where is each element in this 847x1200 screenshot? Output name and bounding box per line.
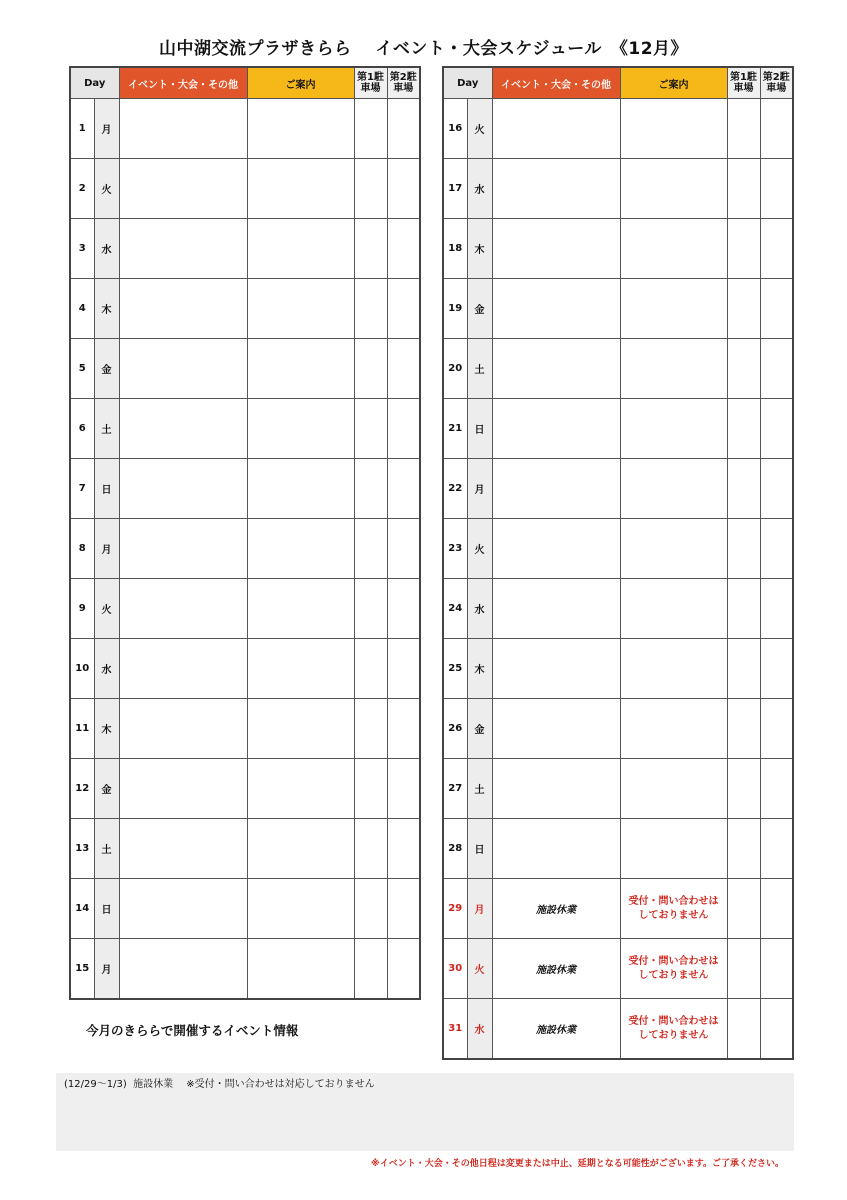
day-number: 16 xyxy=(443,99,467,159)
header-parking-1: 第1駐車場 xyxy=(354,67,387,99)
parking-1-cell xyxy=(727,759,760,819)
table-row xyxy=(443,219,793,279)
table-row xyxy=(443,759,793,819)
parking-1-cell xyxy=(727,579,760,639)
weekday-label: 土 xyxy=(467,339,492,399)
parking-1-cell xyxy=(354,879,387,939)
event-cell xyxy=(492,159,620,219)
day-number: 8 xyxy=(70,519,94,579)
weekday-label: 火 xyxy=(467,99,492,159)
guide-cell xyxy=(620,759,727,819)
day-number: 24 xyxy=(443,579,467,639)
header-event: イベント・大会・その他 xyxy=(492,67,620,99)
table-row xyxy=(443,639,793,699)
guide-cell xyxy=(247,639,354,699)
table-row xyxy=(443,999,793,1060)
guide-note-line: 受付・問い合わせは xyxy=(628,955,719,967)
parking-2-cell xyxy=(760,159,793,219)
parking-2-cell xyxy=(387,579,420,639)
table-row xyxy=(70,339,420,399)
header-parking-2: 第2駐車場 xyxy=(387,67,420,99)
weekday-label: 月 xyxy=(94,519,119,579)
parking-2-cell xyxy=(760,759,793,819)
guide-cell xyxy=(620,339,727,399)
event-cell: 施設休業 xyxy=(492,879,620,939)
guide-cell xyxy=(620,939,727,999)
table-row xyxy=(70,519,420,579)
table-row xyxy=(70,819,420,879)
table-header-row xyxy=(443,67,793,99)
weekday-label: 火 xyxy=(467,939,492,999)
day-number: 9 xyxy=(70,579,94,639)
event-cell xyxy=(492,99,620,159)
weekday-label: 木 xyxy=(467,219,492,279)
parking-2-cell xyxy=(760,579,793,639)
guide-cell xyxy=(247,939,354,1000)
parking-2-cell xyxy=(387,339,420,399)
guide-cell xyxy=(247,819,354,879)
event-cell xyxy=(492,339,620,399)
table-row xyxy=(443,459,793,519)
event-cell xyxy=(119,819,247,879)
table-row xyxy=(443,879,793,939)
weekday-label: 日 xyxy=(94,459,119,519)
event-cell xyxy=(492,459,620,519)
event-info-text: (12/29〜1/3) 施設休業 ※受付・問い合わせは対応しておりません xyxy=(64,1079,375,1090)
weekday-label: 水 xyxy=(467,579,492,639)
parking-1-cell xyxy=(354,639,387,699)
header-guide: ご案内 xyxy=(620,67,727,99)
day-number: 3 xyxy=(70,219,94,279)
guide-cell xyxy=(247,219,354,279)
day-number: 6 xyxy=(70,399,94,459)
event-cell xyxy=(492,759,620,819)
parking-2-cell xyxy=(387,519,420,579)
table-row xyxy=(443,939,793,999)
event-cell xyxy=(492,819,620,879)
event-cell xyxy=(119,219,247,279)
weekday-label: 火 xyxy=(94,579,119,639)
parking-1-cell xyxy=(727,279,760,339)
guide-cell xyxy=(247,399,354,459)
event-cell xyxy=(119,279,247,339)
guide-cell xyxy=(620,699,727,759)
day-number: 26 xyxy=(443,699,467,759)
event-cell xyxy=(492,219,620,279)
guide-cell xyxy=(620,999,727,1060)
weekday-label: 木 xyxy=(94,699,119,759)
guide-cell xyxy=(620,99,727,159)
day-number: 28 xyxy=(443,819,467,879)
guide-cell xyxy=(247,879,354,939)
event-cell xyxy=(492,639,620,699)
event-cell xyxy=(119,159,247,219)
parking-2-cell xyxy=(387,699,420,759)
day-number: 14 xyxy=(70,879,94,939)
table-row xyxy=(70,459,420,519)
weekday-label: 月 xyxy=(467,459,492,519)
day-number: 23 xyxy=(443,519,467,579)
parking-1-cell xyxy=(354,519,387,579)
event-cell xyxy=(492,279,620,339)
day-number: 30 xyxy=(443,939,467,999)
guide-cell xyxy=(620,459,727,519)
parking-1-cell xyxy=(354,939,387,1000)
table-row xyxy=(70,99,420,159)
weekday-label: 木 xyxy=(467,639,492,699)
guide-note-line: しておりません xyxy=(638,1029,709,1041)
parking-2-cell xyxy=(760,699,793,759)
parking-1-cell xyxy=(727,339,760,399)
day-number: 15 xyxy=(70,939,94,1000)
weekday-label: 水 xyxy=(467,159,492,219)
guide-cell xyxy=(620,399,727,459)
event-cell xyxy=(119,639,247,699)
header-parking-1: 第1駐車場 xyxy=(727,67,760,99)
table-row xyxy=(70,279,420,339)
guide-cell xyxy=(620,639,727,699)
parking-2-cell xyxy=(760,219,793,279)
header-day: Day xyxy=(70,67,119,99)
header-parking-2: 第2駐車場 xyxy=(760,67,793,99)
weekday-label: 月 xyxy=(467,879,492,939)
day-number: 21 xyxy=(443,399,467,459)
parking-1-cell xyxy=(727,879,760,939)
table-row xyxy=(70,159,420,219)
day-number: 11 xyxy=(70,699,94,759)
guide-cell xyxy=(620,159,727,219)
weekday-label: 水 xyxy=(467,999,492,1060)
parking-1-cell xyxy=(354,279,387,339)
table-row xyxy=(70,219,420,279)
event-cell xyxy=(492,519,620,579)
parking-2-cell xyxy=(760,339,793,399)
parking-2-cell xyxy=(387,459,420,519)
parking-2-cell xyxy=(387,159,420,219)
event-cell xyxy=(119,759,247,819)
event-cell xyxy=(119,399,247,459)
table-row xyxy=(70,399,420,459)
table-row xyxy=(443,399,793,459)
table-row xyxy=(443,279,793,339)
weekday-label: 土 xyxy=(467,759,492,819)
guide-cell xyxy=(247,459,354,519)
day-number: 20 xyxy=(443,339,467,399)
weekday-label: 木 xyxy=(94,279,119,339)
parking-2-cell xyxy=(760,399,793,459)
day-number: 19 xyxy=(443,279,467,339)
weekday-label: 日 xyxy=(467,819,492,879)
schedule-table-left xyxy=(69,66,421,1000)
weekday-label: 水 xyxy=(94,639,119,699)
table-row xyxy=(443,819,793,879)
weekday-label: 日 xyxy=(94,879,119,939)
day-number: 1 xyxy=(70,99,94,159)
guide-cell xyxy=(620,879,727,939)
parking-2-cell xyxy=(760,879,793,939)
weekday-label: 月 xyxy=(94,99,119,159)
weekday-label: 金 xyxy=(94,339,119,399)
day-number: 12 xyxy=(70,759,94,819)
parking-2-cell xyxy=(387,99,420,159)
weekday-label: 火 xyxy=(94,159,119,219)
guide-note-line: 受付・問い合わせは xyxy=(628,1015,719,1027)
parking-2-cell xyxy=(387,819,420,879)
parking-1-cell xyxy=(354,819,387,879)
table-row xyxy=(70,759,420,819)
table-row xyxy=(70,699,420,759)
day-number: 29 xyxy=(443,879,467,939)
parking-1-cell xyxy=(727,519,760,579)
schedule-disclaimer: ※イベント・大会・その他日程は変更または中止、延期となる可能性がございます。ご了承ください。 xyxy=(370,1159,784,1169)
guide-cell xyxy=(247,699,354,759)
event-cell xyxy=(492,579,620,639)
parking-2-cell xyxy=(387,939,420,1000)
parking-2-cell xyxy=(387,639,420,699)
event-cell xyxy=(119,579,247,639)
day-number: 31 xyxy=(443,999,467,1060)
guide-cell xyxy=(247,579,354,639)
parking-1-cell xyxy=(727,399,760,459)
header-day: Day xyxy=(443,67,492,99)
table-row xyxy=(70,639,420,699)
day-number: 22 xyxy=(443,459,467,519)
parking-2-cell xyxy=(760,519,793,579)
guide-note-line: しておりません xyxy=(638,969,709,981)
guide-note-line: しておりません xyxy=(638,909,709,921)
event-info-box xyxy=(56,1073,794,1151)
guide-cell xyxy=(620,279,727,339)
parking-1-cell xyxy=(727,699,760,759)
table-row xyxy=(443,99,793,159)
parking-2-cell xyxy=(760,999,793,1060)
weekday-label: 金 xyxy=(94,759,119,819)
header-event: イベント・大会・その他 xyxy=(119,67,247,99)
table-row xyxy=(70,579,420,639)
day-number: 10 xyxy=(70,639,94,699)
parking-2-cell xyxy=(760,939,793,999)
guide-cell xyxy=(247,759,354,819)
parking-2-cell xyxy=(760,459,793,519)
day-number: 2 xyxy=(70,159,94,219)
parking-1-cell xyxy=(354,579,387,639)
day-number: 18 xyxy=(443,219,467,279)
weekday-label: 月 xyxy=(94,939,119,1000)
parking-1-cell xyxy=(354,219,387,279)
parking-1-cell xyxy=(727,999,760,1060)
parking-2-cell xyxy=(760,819,793,879)
table-row xyxy=(443,159,793,219)
guide-cell xyxy=(247,99,354,159)
weekday-label: 土 xyxy=(94,819,119,879)
guide-cell xyxy=(247,279,354,339)
weekday-label: 火 xyxy=(467,519,492,579)
parking-1-cell xyxy=(354,399,387,459)
day-number: 13 xyxy=(70,819,94,879)
guide-cell xyxy=(620,519,727,579)
table-row xyxy=(443,339,793,399)
event-cell xyxy=(119,879,247,939)
parking-2-cell xyxy=(387,399,420,459)
parking-2-cell xyxy=(387,879,420,939)
event-cell xyxy=(119,519,247,579)
weekday-label: 金 xyxy=(467,279,492,339)
day-number: 17 xyxy=(443,159,467,219)
parking-2-cell xyxy=(387,279,420,339)
parking-1-cell xyxy=(354,99,387,159)
parking-1-cell xyxy=(727,939,760,999)
day-number: 7 xyxy=(70,459,94,519)
event-cell xyxy=(119,99,247,159)
table-row xyxy=(443,519,793,579)
event-cell xyxy=(119,459,247,519)
parking-1-cell xyxy=(727,819,760,879)
day-number: 25 xyxy=(443,639,467,699)
weekday-label: 土 xyxy=(94,399,119,459)
parking-2-cell xyxy=(387,759,420,819)
page-title: 山中湖交流プラザきらら イベント・大会スケジュール 《12月》 xyxy=(158,39,689,59)
guide-cell xyxy=(247,159,354,219)
event-cell: 施設休業 xyxy=(492,999,620,1060)
table-row xyxy=(70,939,420,1000)
event-cell xyxy=(492,399,620,459)
parking-1-cell xyxy=(727,639,760,699)
weekday-label: 金 xyxy=(467,699,492,759)
guide-cell xyxy=(620,819,727,879)
monthly-events-heading: 今月のきららで開催するイベント情報 xyxy=(86,1023,299,1038)
event-cell xyxy=(492,699,620,759)
parking-1-cell xyxy=(354,159,387,219)
day-number: 4 xyxy=(70,279,94,339)
day-number: 27 xyxy=(443,759,467,819)
parking-2-cell xyxy=(760,639,793,699)
parking-1-cell xyxy=(727,459,760,519)
guide-cell xyxy=(247,339,354,399)
parking-1-cell xyxy=(354,459,387,519)
header-guide: ご案内 xyxy=(247,67,354,99)
table-row xyxy=(70,879,420,939)
table-row xyxy=(443,699,793,759)
guide-note-line: 受付・問い合わせは xyxy=(628,895,719,907)
parking-1-cell xyxy=(354,699,387,759)
parking-1-cell xyxy=(727,99,760,159)
parking-2-cell xyxy=(760,279,793,339)
weekday-label: 日 xyxy=(467,399,492,459)
parking-2-cell xyxy=(387,219,420,279)
guide-cell xyxy=(247,519,354,579)
guide-cell xyxy=(620,579,727,639)
event-cell xyxy=(119,939,247,1000)
event-cell xyxy=(119,339,247,399)
event-cell: 施設休業 xyxy=(492,939,620,999)
parking-2-cell xyxy=(760,99,793,159)
weekday-label: 水 xyxy=(94,219,119,279)
event-cell xyxy=(119,699,247,759)
parking-1-cell xyxy=(727,219,760,279)
guide-cell xyxy=(620,219,727,279)
parking-1-cell xyxy=(354,759,387,819)
table-header-row xyxy=(70,67,420,99)
parking-1-cell xyxy=(354,339,387,399)
table-row xyxy=(443,579,793,639)
schedule-table-right xyxy=(442,66,794,1060)
day-number: 5 xyxy=(70,339,94,399)
parking-1-cell xyxy=(727,159,760,219)
